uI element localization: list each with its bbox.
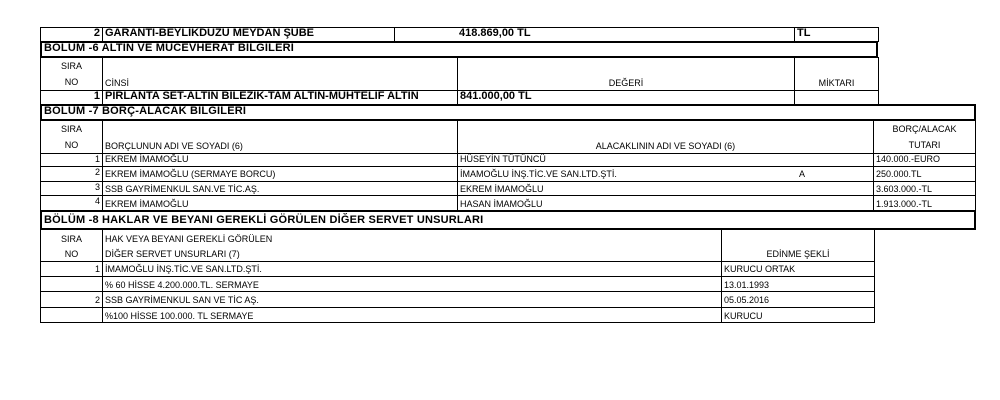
section-7-row-borclu: EKREM İMAMOĞLU [102,195,458,211]
section-6-sira-header [40,57,103,91]
deposit-currency: TL [794,27,879,42]
section-8-row-no: 1 [40,261,103,277]
section-6-row-no: 1 [40,90,103,105]
section-7-row-tutar: 3.603.000.-TL [873,181,976,196]
section-7-row-alacakli: HÜSEYİN TÜTÜNCÜ [457,153,874,167]
section-7-sira-header [40,120,103,154]
tutar-label-1: BORÇ/ALACAK [892,124,957,134]
section-7-row-tutar: 1.913.000.-TL [873,195,976,211]
section-7-row-alacakli [457,166,874,182]
section-6-degeri-header: DEĞERİ [457,57,795,91]
section-8-row-edinme: 13.01.1993 [721,276,875,292]
alacakli-extra: A [799,169,806,179]
sira-label: SIRA [60,124,82,134]
sira-label: SIRA [60,234,82,244]
section-8-row-unsur: SSB GAYRİMENKUL SAN VE TİC AŞ. [102,291,722,308]
section-8-row-no: 2 [40,291,103,308]
section-7-borclu-header: BORÇLUNUN ADI VE SOYADI (6) [102,120,458,154]
no-label: NO [64,77,79,87]
section-6-row-cinsi: PIRLANTA SET-ALTIN BİLEZİK-TAM ALTIN-MUHTELİF ALTIN [102,90,458,105]
section-7-alacakli-header: ALACAKLININ ADI VE SOYADI (6) [457,120,874,154]
section-8-row-edinme: KURUCU [721,307,875,323]
unsur-label-1: HAK VEYA BEYANI GEREKLİ GÖRÜLEN [105,234,273,244]
section-8-row-no [40,307,103,323]
section-7-title: BÖLÜM -7 BORÇ-ALACAK BİLGİLERİ [40,104,976,121]
section-7-row-no: 2 [40,166,103,182]
section-7-row-tutar: 250.000.TL [873,166,976,182]
section-6-row-miktari [794,90,879,105]
section-7-row-tutar: 140.000.-EURO [873,153,976,167]
deposit-bank-name: GARANTİ-BEYLİKDÜZÜ MEYDAN ŞUBE [102,27,395,42]
section-7-row-alacakli: HASAN İMAMOĞLU [457,195,874,211]
section-8-row-edinme: 05.05.2016 [721,291,875,308]
section-8-title: BÖLÜM -8 HAKLAR VE BEYANI GEREKLİ GÖRÜLEN DİĞER SERVET UNSURLARI [40,210,976,230]
sira-label: SIRA [60,61,82,71]
section-7-row-borclu: EKREM İMAMOĞLU [102,153,458,167]
section-7-row-no: 3 [40,181,103,196]
section-8-row-no [40,276,103,292]
section-7-row-borclu: EKREM İMAMOĞLU (SERMAYE BORCU) [102,166,458,182]
section-6-title: BÖLÜM -6 ALTIN VE MÜCEVHERAT BİLGİLERİ [40,41,878,58]
unsur-label-2: DİĞER SERVET UNSURLARI (7) [105,249,240,259]
section-8-row-edinme: KURUCU ORTAK [721,261,875,277]
section-8-sira-header [40,229,103,262]
section-7-row-no: 1 [40,153,103,167]
deposit-row-no: 2 [40,27,103,42]
section-6-cinsi-header: CİNSİ [102,57,458,91]
section-8-row-unsur: İMAMOĞLU İNŞ.TİC.VE SAN.LTD.ŞTİ. [102,261,722,277]
deposit-amount: 418.869,00 TL [394,27,795,42]
no-label: NO [64,140,79,150]
section-8-row-unsur: % 60 HİSSE 4.200.000.TL. SERMAYE [102,276,722,292]
section-6-row-degeri: 841.000,00 TL [457,90,795,105]
alacakli-name: İMAMOĞLU İNŞ.TİC.VE SAN.LTD.ŞTİ. [460,169,617,179]
section-8-row-unsur: %100 HİSSE 100.000. TL SERMAYE [102,307,722,323]
section-8-edinme-header: EDİNME ŞEKLİ [721,229,875,262]
section-6-miktari-header: MİKTARI [794,57,879,91]
tutar-label-2: TUTARI [908,140,941,150]
section-8-unsur-header [102,229,722,262]
section-7-row-borclu: SSB GAYRİMENKUL SAN.VE TİC.AŞ. [102,181,458,196]
no-label: NO [64,249,79,259]
section-7-row-alacakli: EKREM İMAMOĞLU [457,181,874,196]
section-7-row-no: 4 [40,195,103,211]
section-7-tutar-header [873,120,976,154]
